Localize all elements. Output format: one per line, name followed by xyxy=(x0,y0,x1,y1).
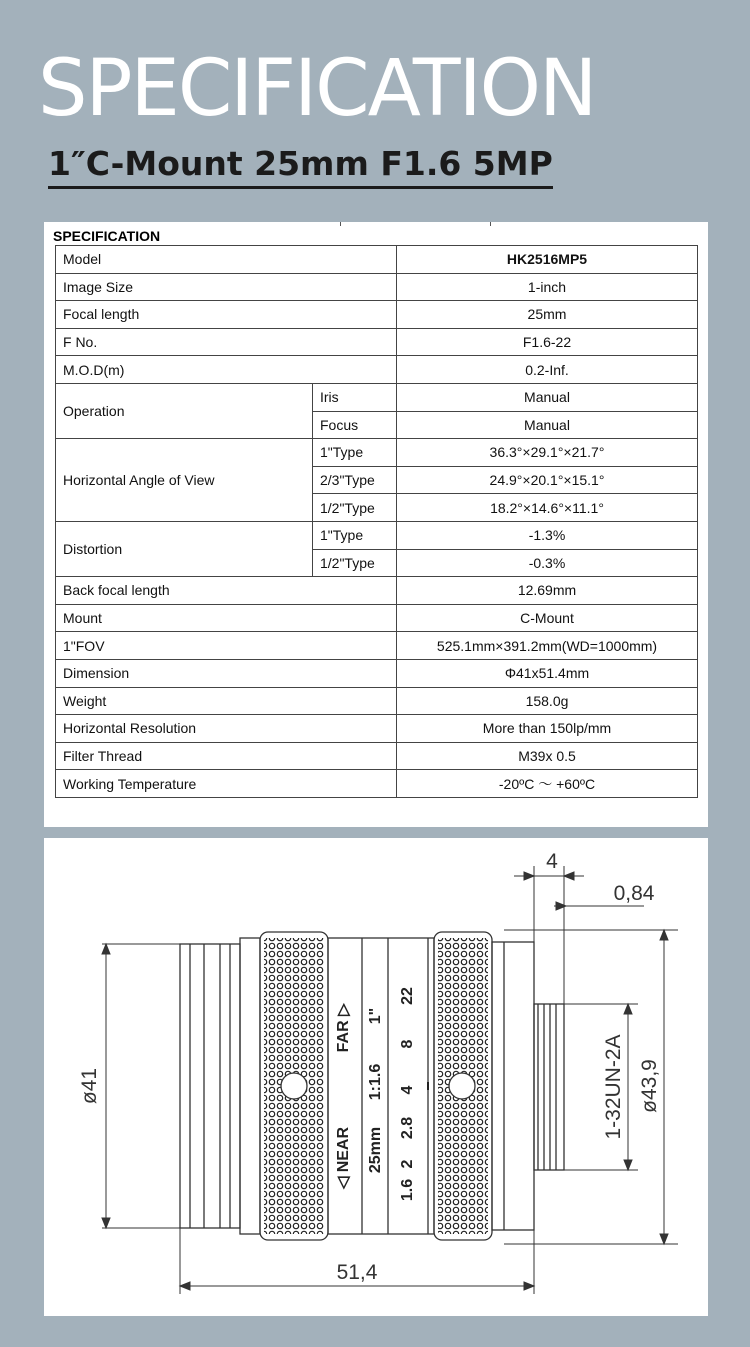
spec-table xyxy=(55,245,698,798)
row-sublabel: 1/2"Type xyxy=(313,549,397,577)
table-row xyxy=(56,604,698,632)
aperture-mark: 1.6 xyxy=(399,1178,416,1202)
table-row xyxy=(56,687,698,715)
aperture-mark: 4 xyxy=(399,1085,416,1095)
table-row xyxy=(56,301,698,329)
row-value: 0.2-Inf. xyxy=(397,356,698,384)
row-label: Horizontal Resolution xyxy=(56,715,397,743)
row-label: Operation xyxy=(56,383,313,438)
row-label: Working Temperature xyxy=(56,770,397,798)
row-value: 25mm xyxy=(397,301,698,329)
row-value: -20ºC ～ +60ºC xyxy=(397,770,698,798)
row-sublabel: Iris xyxy=(313,383,397,411)
row-label: Back focal length xyxy=(56,577,397,605)
row-sublabel: Focus xyxy=(313,411,397,439)
aperture-mark: 2.8 xyxy=(399,1116,416,1140)
row-value: 12.69mm xyxy=(397,577,698,605)
row-value: Φ41x51.4mm xyxy=(397,659,698,687)
aperture-mark: 8 xyxy=(399,1039,416,1049)
row-value: F1.6-22 xyxy=(397,328,698,356)
table-row xyxy=(56,770,698,798)
row-label: F No. xyxy=(56,328,397,356)
row-value: 1-inch xyxy=(397,273,698,301)
front-barrel xyxy=(180,944,240,1228)
table-row xyxy=(56,439,698,467)
spec-heading: SPECIFICATION xyxy=(53,228,161,244)
row-label: Image Size xyxy=(56,273,397,301)
table-row xyxy=(56,356,698,384)
row-label: 1"FOV xyxy=(56,632,397,660)
row-value: Manual xyxy=(397,411,698,439)
row-value: Manual xyxy=(397,383,698,411)
focus-near-label: ◁ NEAR xyxy=(335,1126,352,1190)
thread-spec: 1-32UN-2A xyxy=(602,1034,625,1140)
row-sublabel: 1"Type xyxy=(313,521,397,549)
row-sublabel: 1/2"Type xyxy=(313,494,397,522)
dim-diameter-43-9: ø43,9 xyxy=(638,1059,661,1113)
row-value: -0.3% xyxy=(397,549,698,577)
table-row xyxy=(56,521,698,549)
lens-drawing-card xyxy=(44,838,708,1316)
row-label: Focal length xyxy=(56,301,397,329)
table-row xyxy=(56,715,698,743)
rear-barrel xyxy=(492,942,534,1230)
format-label: 1" xyxy=(367,1007,384,1025)
row-sublabel: 2/3"Type xyxy=(313,466,397,494)
row-value: 525.1mm×391.2mm(WD=1000mm) xyxy=(397,632,698,660)
row-label: Dimension xyxy=(56,659,397,687)
table-row xyxy=(56,577,698,605)
row-label: Distortion xyxy=(56,521,313,576)
row-label: M.O.D(m) xyxy=(56,356,397,384)
product-subtitle: 1″C-Mount 25mm F1.6 5MP xyxy=(48,146,553,189)
row-sublabel: 1"Type xyxy=(313,439,397,467)
row-value: -1.3% xyxy=(397,521,698,549)
table-row xyxy=(56,632,698,660)
row-value: 24.9°×20.1°×15.1° xyxy=(397,466,698,494)
iris-lock-screw xyxy=(449,1073,475,1099)
tick-mark xyxy=(340,222,341,226)
lens-dimension-drawing xyxy=(44,838,708,1316)
table-row xyxy=(56,328,698,356)
row-value: 18.2°×14.6°×11.1° xyxy=(397,494,698,522)
dim-flange: 0,84 xyxy=(613,882,655,905)
row-value: C-Mount xyxy=(397,604,698,632)
row-label: Filter Thread xyxy=(56,742,397,770)
dim-diameter-41: ø41 xyxy=(78,1067,101,1105)
row-label: Horizontal Angle of View xyxy=(56,439,313,522)
dim-top-4: 4 xyxy=(546,850,558,873)
table-row xyxy=(56,246,698,274)
aperture-mark: 22 xyxy=(399,987,416,1005)
ratio-label: 1:1.6 xyxy=(367,1063,384,1101)
aperture-mark: 2 xyxy=(399,1159,416,1169)
focus-far-label: FAR ▷ xyxy=(335,1003,352,1053)
row-value: M39x 0.5 xyxy=(397,742,698,770)
dim-length: 51,4 xyxy=(336,1261,378,1284)
focus-lock-screw xyxy=(281,1073,307,1099)
row-label: Weight xyxy=(56,687,397,715)
row-value: 36.3°×29.1°×21.7° xyxy=(397,439,698,467)
row-value: 158.0g xyxy=(397,687,698,715)
row-label: Mount xyxy=(56,604,397,632)
focal-label: 25mm xyxy=(367,1126,384,1174)
table-row xyxy=(56,273,698,301)
table-row xyxy=(56,659,698,687)
row-label: Model xyxy=(56,246,397,274)
spec-card xyxy=(44,222,708,827)
row-value: More than 150lp/mm xyxy=(397,715,698,743)
table-row xyxy=(56,742,698,770)
tick-mark xyxy=(490,222,491,226)
page-title: SPECIFICATION xyxy=(38,44,596,134)
table-row xyxy=(56,383,698,411)
row-value: HK2516MP5 xyxy=(397,246,698,274)
